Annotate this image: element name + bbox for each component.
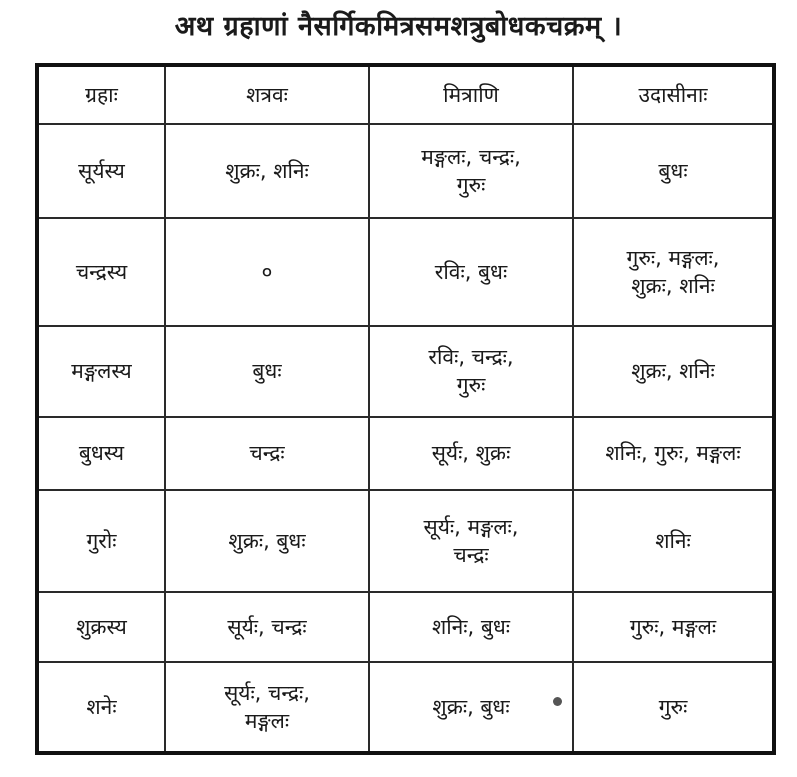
column-header-friends: मित्राणि [369,65,573,124]
cell-line: रविः, बुधः [434,259,508,284]
planet-name: शनेः [86,695,117,720]
cell-line: गुरुः [456,172,486,197]
planet-name: सूर्यस्य [78,158,125,183]
cell-line: शुक्रः, शनिः [631,359,715,384]
neutral-cell [573,662,774,753]
enemies-cell [165,490,369,592]
enemies-cell [165,124,369,218]
cell-line: मङ्गलः, चन्द्रः, [421,144,521,169]
table-row [37,124,774,218]
table-row [37,490,774,592]
planet-name: बुधस्य [78,441,125,466]
cell-line: सूर्यः, चन्द्रः [227,614,307,639]
planet-cell [37,124,165,218]
cell-line: शुक्रः, शनिः [225,158,309,183]
friends-cell [369,124,573,218]
neutral-cell [573,218,774,326]
planet-name: चन्द्रस्य [75,259,128,284]
neutral-cell [573,592,774,663]
table-row [37,592,774,663]
planet-relations-table [35,63,776,755]
neutral-cell [573,124,774,218]
header-row [37,65,774,124]
cell-line: सूर्यः, चन्द्रः, [224,681,310,706]
enemies-cell [165,662,369,753]
planet-name: मङ्गलस्य [71,359,132,384]
friends-cell [369,662,573,753]
cell-line: सूर्यः, मङ्गलः, [423,514,519,539]
cell-line: गुरुः, मङ्गलः [629,614,717,639]
neutral-cell [573,490,774,592]
enemies-cell [165,592,369,663]
cell-line: ० [261,259,273,284]
planet-name: शुक्रस्य [76,614,127,639]
table-row [37,326,774,417]
cell-line: शनिः, गुरुः, मङ्गलः [605,441,741,466]
planet-cell [37,417,165,490]
cell-line: बुधः [658,158,688,183]
planet-cell [37,326,165,417]
ink-dot [553,697,562,706]
column-header-planets: ग्रहाः [37,65,165,124]
cell-line: गुरुः, मङ्गलः, [626,245,720,270]
cell-line: शुक्रः, बुधः [432,695,510,720]
planet-cell [37,662,165,753]
cell-line: रविः, चन्द्रः, [428,345,514,370]
cell-line: चन्द्रः [249,441,285,466]
planet-cell [37,592,165,663]
page-title: अथ ग्रहाणां नैसर्गिकमित्रसमशत्रुबोधकचक्रम् । [174,11,623,42]
neutral-cell [573,326,774,417]
cell-line: गुरुः [658,695,688,720]
cell-line: शनिः, बुधः [431,614,511,639]
cell-line: शुक्रः, शनिः [631,273,715,298]
friends-cell [369,417,573,490]
cell-line: शनिः [655,528,691,553]
friends-cell [369,490,573,592]
enemies-cell [165,417,369,490]
friends-cell [369,326,573,417]
planet-cell [37,218,165,326]
cell-line: बुधः [252,359,282,384]
cell-line: शुक्रः, बुधः [228,528,306,553]
friends-cell [369,218,573,326]
friends-cell [369,592,573,663]
table-row [37,218,774,326]
column-header-enemies: शत्रवः [165,65,369,124]
planet-cell [37,490,165,592]
enemies-cell [165,218,369,326]
enemies-cell [165,326,369,417]
cell-line: चन्द्रः [453,542,489,567]
column-header-neutrals: उदासीनाः [573,65,774,124]
table-body [37,124,774,753]
planet-relations-table-container [35,63,772,755]
cell-line: मङ्गलः [244,709,290,734]
table-row [37,662,774,753]
table-row [37,417,774,490]
planet-name: गुरोः [86,528,117,553]
neutral-cell [573,417,774,490]
cell-line: गुरुः [456,373,486,398]
cell-line: सूर्यः, शुक्रः [431,441,511,466]
